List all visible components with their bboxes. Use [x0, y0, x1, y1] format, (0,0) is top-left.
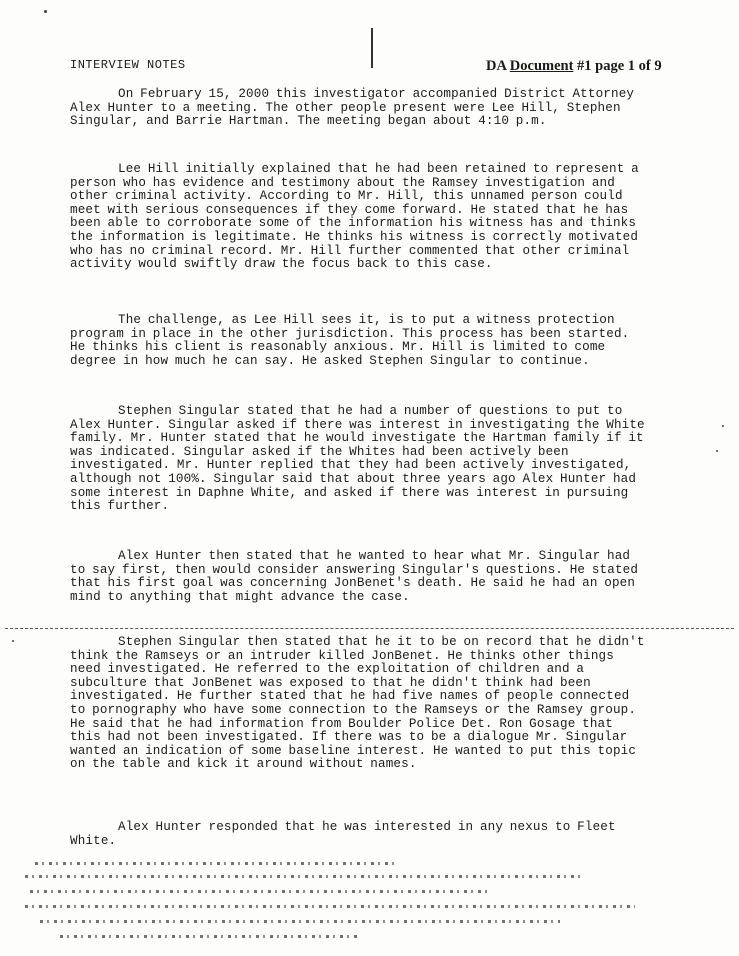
doc-page: page 1 of 9: [591, 58, 662, 74]
paragraph-hunter-response: Alex Hunter then stated that he wanted to hear what Mr. Singular had to say first, then would consider answering Singular's questions. He stated that his first goal was concerning JonBenet's death. He said he had an open mind to anything that might advance the case.: [70, 549, 639, 604]
scan-noise-strip: [60, 935, 360, 938]
interview-notes-heading: INTERVIEW NOTES: [70, 58, 186, 72]
scan-noise-strip: [25, 905, 635, 908]
paragraph-singular-questions: Stephen Singular stated that he had a number of questions to put to Alex Hunter. Singular asked if there was interest in investigating the White family. Mr. Hunter stated that he would investigate the Hartman family if it was indicated. Singular asked if the Whites had been actively been investigated. Mr. Hunter replied that they had been actively investigated, although not 100%. Singular said that about three years ago Alex Hunter had some interest in Daphne White, and asked if there was interest in pursuing this further.: [70, 404, 645, 514]
paragraph-meeting-intro: On February 15, 2000 this investigator accompanied District Attorney Alex Hunter to a meeting. The other people present were Lee Hill, Stephen Singular, and Barrie Hartman. The meeting began about 4:10 p.m.: [70, 87, 635, 129]
scan-binder-mark: [371, 28, 373, 68]
scan-noise-strip: [35, 862, 395, 865]
paragraph-singular-statement: Stephen Singular then stated that he it to be on record that he didn't think the Ramseys or an intruder killed JonBenet. He thinks other things need investigated. He referred to the exploitation of children and a subculture that JonBenet was exposed to that he didn't think had been investigated. He further stated that he had five names of people connected to pornography who have some connection to the Ramseys or the Ramsey group. He said that he had information from Boulder Police Det. Ron Gosage that this had not been investigated. If there was to be a dialogue Mr. Singular wanted an indication of some baseline interest. He wanted to put this topic on the table and kick it around without names.: [70, 635, 645, 772]
document-page-label: [486, 58, 662, 75]
scan-noise-strip: [40, 920, 560, 923]
paragraph-hunter-nexus: Alex Hunter responded that he was interested in any nexus to Fleet White.: [70, 820, 616, 848]
doc-prefix: DA: [486, 58, 510, 74]
paragraph-witness-protection: The challenge, as Lee Hill sees it, is to put a witness protection program in place in the other jurisdiction. This process has been started. He thinks his client is reasonably anxious. Mr. Hill is limited to come degree in how much he can say. He asked Stephen Singular to continue.: [70, 313, 630, 368]
scan-speck: [722, 425, 724, 427]
scan-noise-strip: [30, 890, 490, 893]
doc-word: Document: [509, 58, 574, 74]
scan-dash-line: [5, 628, 734, 629]
doc-number: #1: [573, 58, 592, 74]
scan-speck: [44, 10, 47, 13]
paragraph-lee-hill-explanation: Lee Hill initially explained that he had been retained to represent a person who has evidence and testimony about the Ramsey investigation and other criminal activity. According to Mr. Hill, this unnamed person could meet with serious consequences if they come forward. He stated that he has been able to corroborate some of the information his witness has and thinks the information is legitimate. He thinks his witness is correctly motivated who has no criminal record. Mr. Hill further commented that other criminal activity would swiftly draw the focus back to this case.: [70, 162, 639, 272]
scan-noise-strip: [25, 875, 585, 878]
scan-speck: [12, 640, 14, 642]
scan-speck: [716, 450, 718, 452]
